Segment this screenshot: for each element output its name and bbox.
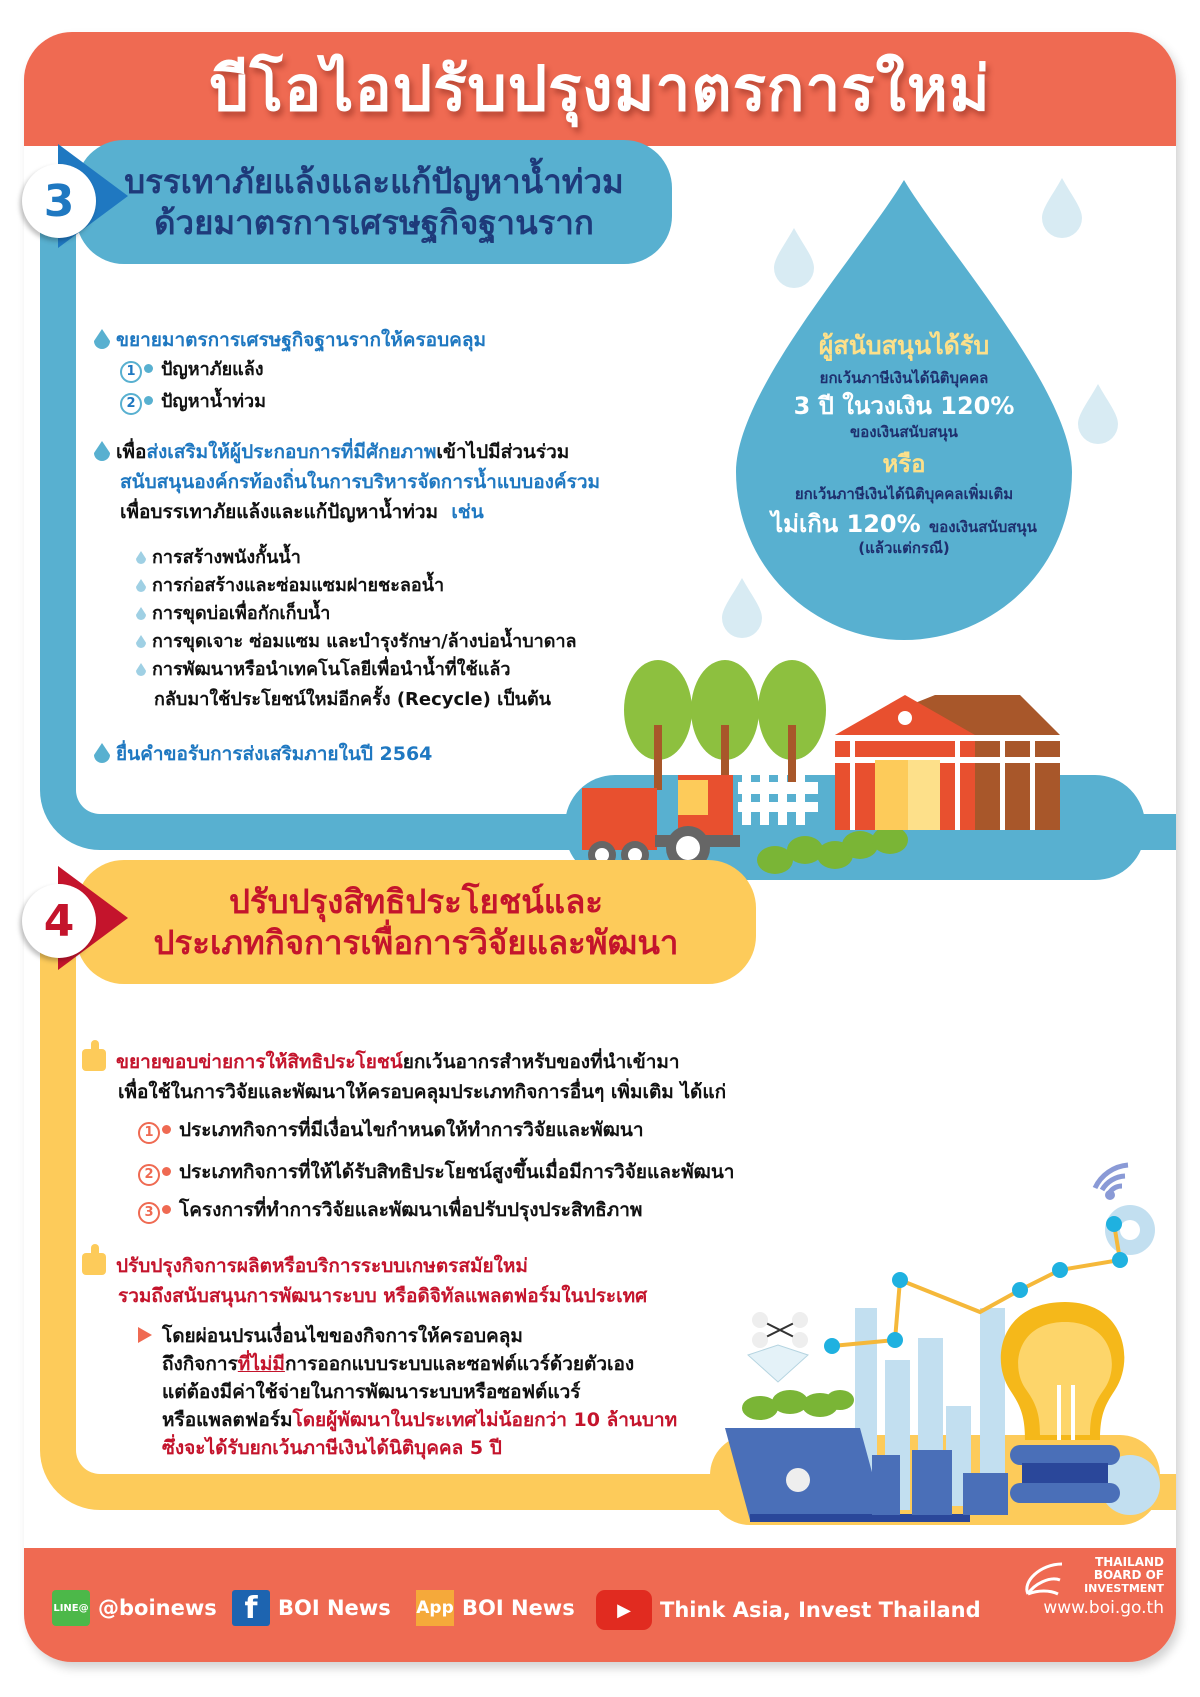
s3-example-text: การพัฒนาหรือนำเทคโนโลยีเพื่อนำน้ำที่ใช้แล้ว [152,659,511,680]
s3-example-2 [136,572,444,600]
s4-bullet1-line1 [82,1048,680,1076]
s3-item-1 [120,356,264,384]
header-banner [24,32,1176,146]
boi-butterfly-icon [1020,1560,1066,1600]
page-title: บีโอไอปรับปรุงมาตรการใหม่ [209,52,991,125]
app-icon: App [416,1590,454,1626]
tree-icon [691,660,759,790]
s4-b1-dark: ยกเว้นอากรสำหรับของที่นำเข้ามา [402,1051,680,1073]
s3-example-1 [136,544,301,572]
s3-example-text: การขุดเจาะ ซ่อมแซม และบำรุงรักษา/ล้างบ่อน้ำบาดาล [152,631,577,652]
boi-logo-l3: INVESTMENT [1084,1582,1164,1595]
s4-item-3-text: โครงการที่ทำการวิจัยและพัฒนาเพื่อปรับปรุงประสิทธิภาพ [179,1199,643,1221]
s3-example-5-cont: กลับมาใช้ประโยชน์ใหม่อีกครั้ง (Recycle) เป็นต้น [154,689,551,710]
s4-sub-line3: แต่ต้องมีค่าใช้จ่ายในการพัฒนาระบบหรือซอฟต์แวร์ [162,1381,581,1403]
thumbs-up-icon [82,1049,106,1071]
footer-line[interactable] [52,1590,217,1626]
s3-bullet3 [94,740,432,768]
s4-sub-l4a: หรือแพลตฟอร์ม [162,1409,293,1431]
s3-bullet2-line1 [94,438,569,466]
boi-logo-l1: THAILAND [1095,1555,1164,1569]
water-drop-icon [94,329,110,349]
drop-line5-small: ของเงินสนับสนุน [929,518,1037,536]
s4-sub-l1: โดยผ่อนปรนเงื่อนไขของกิจการให้ครอบคลุม [162,1325,523,1347]
thumbs-up-icon [82,1253,106,1275]
s4-sub-l2u: ที่ไม่มี [237,1353,285,1375]
wifi-icon [1095,1165,1128,1192]
number-badge-icon: 3 [138,1202,160,1224]
s3-b2-l1a: เพื่อ [116,441,147,463]
dot-icon [162,1125,171,1134]
small-drop-icon [136,663,146,676]
water-drop-icon [94,441,110,461]
dot-icon [144,364,153,373]
youtube-play-icon: ▶ [596,1590,652,1630]
s3-item-2 [120,388,266,416]
section4-title-pill [76,860,756,984]
section3-number: 3 [22,164,96,238]
s3-bullet1 [94,326,486,354]
section4-number: 4 [22,884,96,958]
s4-item-2-text: ประเภทกิจการที่ให้ได้รับสิทธิประโยชน์สูงขึ้นเมื่อมีการวิจัยและพัฒนา [179,1161,735,1183]
boi-logo-l2: BOARD OF [1093,1568,1164,1582]
farm-illustration [560,650,1170,880]
s3-bullet3-text: ยื่นคำขอรับการส่งเสริมภายในปี 2564 [116,743,433,765]
s3-example-4 [136,628,577,656]
tech-illustration [700,1150,1180,1550]
small-drop-icon [136,551,146,564]
number-badge-icon: 2 [120,393,142,415]
s3-bullet1-text: ขยายมาตรการเศรษฐกิจฐานรากให้ครอบคลุม [116,329,487,351]
s4-sub-line1 [138,1322,523,1350]
s3-example-5 [136,656,511,684]
boi-logo[interactable] [1016,1556,1164,1619]
s4-bullet2-line2: รวมถึงสนับสนุนการพัฒนาระบบ หรือดิจิทัลแพลตฟอร์มในประเทศ [118,1285,648,1307]
s3-bullet2-line2: สนับสนุนองค์กรท้องถิ่นในการบริหารจัดการน้ำแบบองค์รวม [120,471,601,493]
section3-title-pill [76,140,672,264]
footer-app[interactable] [416,1590,575,1626]
footer-facebook[interactable] [232,1590,391,1626]
footer-app-label: BOI News [462,1596,575,1620]
section4-title-line2: ประเภทกิจการเพื่อการวิจัยและพัฒนา [153,923,679,962]
number-badge-icon: 1 [120,361,142,383]
s4-sub-l4b: โดยผู้พัฒนาในประเทศไม่น้อยกว่า 10 ล้านบาท [292,1409,678,1431]
drop-or: หรือ [882,450,926,478]
footer-facebook-label: BOI News [278,1596,391,1620]
dot-icon [144,396,153,405]
tree-icon [624,660,692,790]
number-badge-icon: 1 [138,1122,160,1144]
line-icon: LINE@ [52,1590,90,1626]
s4-bullet1-line2: เพื่อใช้ในการวิจัยและพัฒนาให้ครอบคลุมประเภทกิจการอื่นๆ เพิ่มเติม ได้แก่ [118,1081,727,1103]
drop-line2: 3 ปี ในวงเงิน 120% [793,392,1015,420]
dot-icon [162,1205,171,1214]
facebook-icon: f [232,1590,270,1626]
s3-bullet2-line3 [120,498,484,526]
section3-title-line1: บรรเทาภัยแล้งและแก้ปัญหาน้ำท่วม [124,161,624,201]
section3-title-line2: ด้วยมาตรการเศรษฐกิจฐานราก [154,203,594,242]
dot-icon [162,1167,171,1176]
s4-b1-red: ขยายขอบข่ายการให้สิทธิประโยชน์ [116,1051,403,1073]
s4-sub-l2b: การออกแบบระบบและซอฟต์แวร์ด้วยตัวเอง [284,1353,635,1375]
s3-example-3 [136,600,330,628]
tree-icon [758,660,826,790]
drop-line5-big: ไม่เกิน 120% [771,510,921,538]
s4-b2-l1: ปรับปรุงกิจการผลิตหรือบริการระบบเกษตรสมัยใหม่ [116,1255,528,1277]
s4-item-1-text: ประเภทกิจการที่มีเงื่อนไขกำหนดให้ทำการวิจัยและพัฒนา [179,1119,644,1141]
boi-website-link[interactable]: www.boi.go.th [1043,1598,1164,1618]
s4-bullet2-line1 [82,1252,528,1280]
drop-line1: ยกเว้นภาษีเงินได้นิติบุคคล [819,369,989,387]
footer-youtube[interactable] [596,1590,981,1630]
s4-sub-line4 [162,1406,677,1434]
small-drop-icon [136,607,146,620]
s4-sub-line2 [162,1350,634,1378]
drop-line4: ยกเว้นภาษีเงินได้นิติบุคคลเพิ่มเติม [794,485,1014,503]
small-drop-icon [136,579,146,592]
s3-item-2-text: ปัญหาน้ำท่วม [161,391,266,412]
s4-item-3 [138,1196,642,1224]
s3-item-1-text: ปัญหาภัยแล้ง [161,359,264,380]
s3-example-text: การขุดบ่อเพื่อกักเก็บน้ำ [152,603,331,624]
water-drop-icon [94,743,110,763]
s3-b2-l1c: เข้าไปมีส่วนร่วม [436,441,570,463]
triangle-bullet-icon [138,1327,152,1343]
s3-example-text: การก่อสร้างและซ่อมแซมฝายชะลอน้ำ [152,575,445,596]
footer-line-label: @boinews [98,1596,217,1620]
section4-title-line1: ปรับปรุงสิทธิประโยชน์และ [228,881,604,921]
drop-heading: ผู้สนับสนุนได้รับ [818,331,990,360]
small-drop-icon [136,635,146,648]
number-badge-icon: 2 [138,1164,160,1186]
s4-sub-l2a: ถึงกิจการ [162,1353,238,1375]
drop-line6: (แล้วแต่กรณี) [858,539,950,557]
s3-b2-l3b: เช่น [451,501,484,523]
s4-item-2 [138,1158,734,1186]
s3-b2-l1b: ส่งเสริมให้ผู้ประกอบการที่มีศักยภาพ [146,441,437,463]
s4-item-1 [138,1116,644,1144]
s3-example-text: การสร้างพนังกั้นน้ำ [152,547,301,568]
s3-b2-l3a: เพื่อบรรเทาภัยแล้งและแก้ปัญหาน้ำท่วม [120,501,439,523]
footer-youtube-label: Think Asia, Invest Thailand [660,1598,981,1622]
drop-line3: ของเงินสนับสนุน [850,423,958,441]
s4-sub-line5: ซึ่งจะได้รับยกเว้นภาษีเงินได้นิติบุคคล 5 ปี [162,1437,502,1459]
